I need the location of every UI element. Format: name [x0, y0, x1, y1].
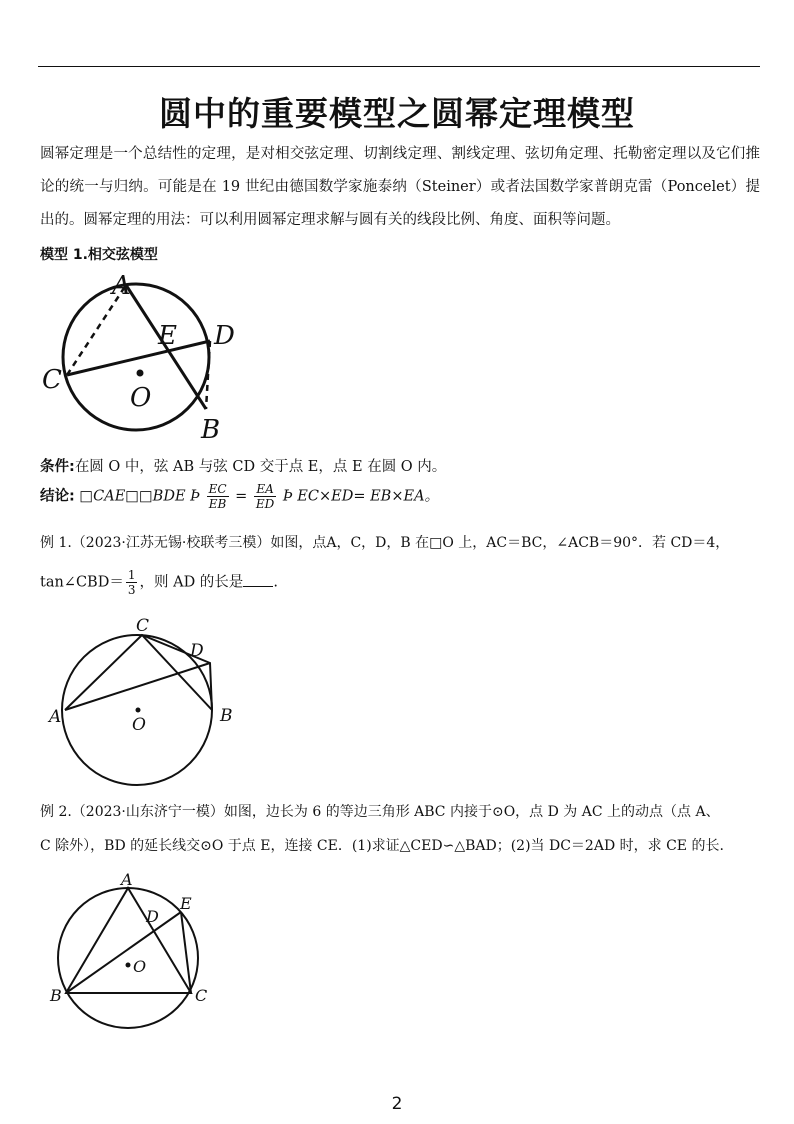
fraction-one-third: $\frac{1}{3}$: [127, 568, 136, 597]
conclusion-pre: □CAE□□BDE Þ: [79, 488, 200, 505]
intro-paragraph: 圆幂定理是一个总结性的定理，是对相交弦定理、切割线定理、割线定理、弦切角定理、托勒密定理以及它们推论的统一与归纳。可能是在 19 世纪由德国数学家施泰纳（Steiner）或者法国数学家普朗克雷（Poncelet）提出的。圆幂定理的用法：可以利用圆幂定理求解与圆有关的线段比例、角度、面积等问题。: [40, 146, 760, 228]
circle: [58, 888, 198, 1028]
label-e: E: [158, 321, 177, 351]
condition-text: 在圆 O 中，弦 AB 与弦 CD 交于点 E，点 E 在圆 O 内。: [74, 459, 447, 475]
segment-be: [66, 912, 181, 993]
answer-blank: [243, 586, 273, 587]
label-d: D: [190, 641, 204, 661]
label-e: E: [180, 894, 192, 913]
page-title: 圆中的重要模型之圆幂定理模型: [159, 94, 635, 133]
example2-line2: C 除外），BD 的延长线交⊙O 于点 E，连接 CE．(1)求证△CED∽△BAD；(2)当 DC＝2AD 时，求 CE 的长.: [40, 838, 724, 854]
example1-line2: tan∠CBD＝ $\frac{1}{3}$ ，则 AD 的长是 .: [40, 568, 278, 597]
figure-example1: [40, 610, 250, 790]
figure-intersecting-chords: [30, 262, 250, 446]
example1-question: ，则 AD 的长是: [139, 574, 244, 591]
segment-ad: [65, 663, 210, 710]
label-c: C: [136, 616, 150, 636]
example1-line1: 例 1.（2023·江苏无锡·校联考三模）如图，点A，C，D，B 在□O 上，AC＝BC，∠ACB＝90°．若 CD＝4，: [40, 535, 730, 551]
center-dot: [136, 708, 141, 713]
label-a: A: [112, 271, 131, 301]
figure-example2: [40, 868, 220, 1038]
conclusion-post: Þ EC×ED= EB×EA。: [282, 488, 440, 505]
center-dot: [137, 370, 144, 377]
label-o: O: [133, 957, 147, 976]
example1-tan: tan∠CBD＝: [40, 574, 124, 591]
center-dot: [126, 963, 131, 968]
model1-conclusion: [40, 482, 439, 511]
model1-heading: 模型 1.相交弦模型: [40, 247, 158, 263]
header-rule: [38, 66, 760, 67]
equals-sign: =: [235, 488, 248, 505]
conclusion-label: 结论:: [40, 488, 75, 505]
label-b: B: [201, 415, 221, 445]
label-a: A: [121, 870, 133, 889]
fraction-ec-eb: $\frac{EC}{EB}$: [208, 482, 227, 511]
label-c: C: [195, 986, 208, 1005]
label-b: B: [50, 986, 62, 1005]
fraction-ea-ed: $\frac{EA}{ED}$: [255, 482, 275, 511]
label-c: C: [42, 365, 62, 395]
example2-line1: 例 2.（2023·山东济宁一模）如图，边长为 6 的等边三角形 ABC 内接于⊙O，点 D 为 AC 上的动点（点 A、: [40, 804, 720, 820]
condition-label: 条件:: [40, 459, 75, 475]
label-a: A: [49, 707, 62, 727]
label-o: O: [130, 383, 152, 413]
label-d: D: [214, 321, 235, 351]
model1-condition: [40, 455, 446, 476]
label-b: B: [220, 706, 233, 726]
label-o: O: [132, 715, 146, 735]
page-number: 2: [391, 1094, 403, 1114]
label-d: D: [146, 907, 159, 926]
